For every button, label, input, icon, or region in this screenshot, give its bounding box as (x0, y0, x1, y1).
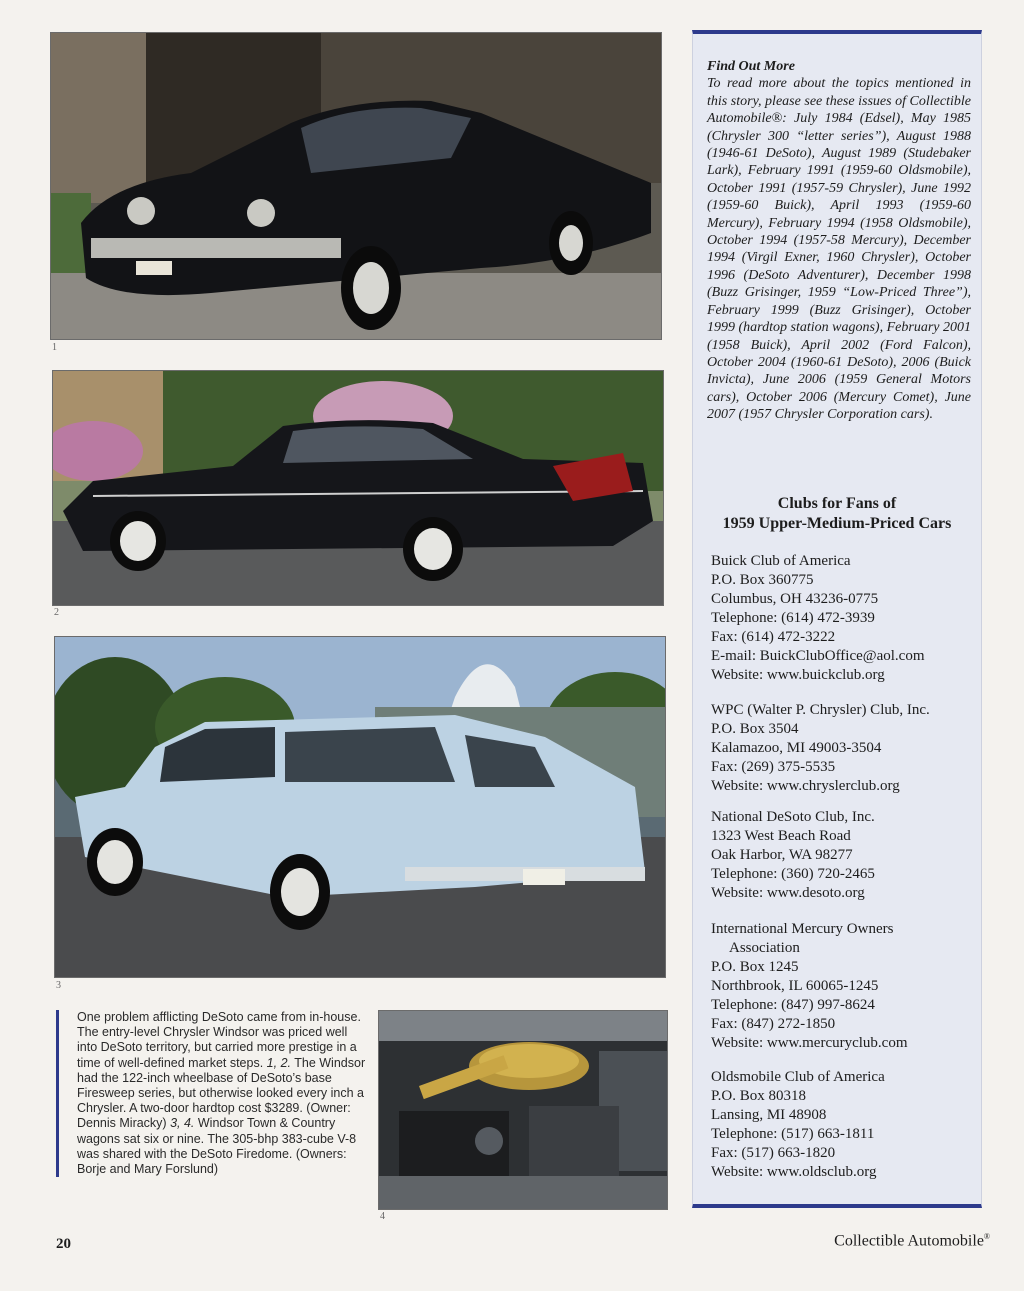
photo-caption (56, 1010, 367, 1177)
club-website: Website: www.buickclub.org (711, 667, 885, 683)
club-address: 1323 West Beach Road (711, 828, 851, 844)
club-fax: Fax: (269) 375-5535 (711, 759, 836, 775)
club-name: International Mercury Owners (711, 921, 894, 937)
sidebar-box (692, 30, 982, 1208)
club-telephone: Telephone: (847) 997-8624 (711, 997, 875, 1013)
club-website: Website: www.oldsclub.org (711, 1164, 877, 1180)
photo-2-black-hardtop-side (52, 370, 664, 606)
caption-text-1: One problem afflicting DeSoto came from in-house. The entry-level Chrysler Windsor was priced well into DeSoto territory, but carried more prestige in a time of well-defined market steps. (77, 1010, 361, 1070)
photo-1-black-hardtop-front (50, 32, 662, 340)
registered-mark: ® (983, 1232, 990, 1241)
club-email: E-mail: BuickClubOffice@aol.com (711, 648, 925, 664)
club-city: Kalamazoo, MI 49003-3504 (711, 740, 882, 756)
club-entry-desoto (711, 808, 979, 903)
page-number: 20 (56, 1236, 71, 1252)
club-city: Northbrook, IL 60065-1245 (711, 978, 879, 994)
club-address: P.O. Box 3504 (711, 721, 799, 737)
club-telephone: Telephone: (614) 472-3939 (711, 610, 875, 626)
club-fax: Fax: (847) 272-1850 (711, 1016, 836, 1032)
club-entry-mercury (711, 920, 979, 1053)
club-entry-buick (711, 552, 979, 685)
club-name: National DeSoto Club, Inc. (711, 809, 875, 825)
club-address: P.O. Box 80318 (711, 1088, 807, 1104)
publication-name (834, 1232, 990, 1250)
club-entry-wpc (711, 701, 979, 796)
photo-4-engine-bay (378, 1010, 668, 1210)
club-entry-oldsmobile (711, 1068, 979, 1182)
club-city: Oak Harbor, WA 98277 (711, 847, 853, 863)
caption-figure-ref-1: 1, 2. (266, 1055, 291, 1070)
club-website: Website: www.desoto.org (711, 885, 865, 901)
club-city: Lansing, MI 48908 (711, 1107, 827, 1123)
photo-3-blue-station-wagon (54, 636, 666, 978)
figure-number-3: 3 (56, 980, 61, 991)
clubs-heading (693, 494, 981, 534)
caption-text-2: The Windsor had the 122-inch wheelbase of DeSoto’s base Firesweep series, but otherwise looked every inch a Chrysler. A two-door hardtop cost $3289. (Owner: Dennis Miracky) (77, 1055, 366, 1131)
clubs-heading-line-1: Clubs for Fans of (777, 495, 897, 512)
find-out-more (707, 58, 971, 424)
find-out-more-body: To read more about the topics mentioned in this story, please see these issues of Collectible Automobile®: July 1984 (Edsel), May 1985 (Chrysler 300 “letter series”), August 1988 (1946-61 DeSoto), August 1989 (Studebaker Lark), February 1991 (1959-60 Oldsmobile), October 1991 (1957-59 Chrysler), June 1992 (1959-60 Buick), April 1993 (1959-60 Mercury), February 1994 (1958 Oldsmobile), October 1994 (1957-58 Mercury), December 1994 (Virgil Exner, 1960 Chrysler), October 1996 (DeSoto Adventurer), December 1998 (Buzz Grisinger, 1959 “Low-Priced Three”), February 1999 (Buzz Grisinger), October 1999 (hardtop station wagons), February 2001 (1958 Buick), April 2002 (Ford Falcon), October 2004 (1960-61 DeSoto), 2006 (Buick Invicta), June 2006 (1959 General Motors cars), October 2006 (Mercury Comet), June 2007 (1957 Chrysler Corporation cars). (707, 76, 971, 423)
club-website: Website: www.chryslerclub.org (711, 778, 900, 794)
club-name: Buick Club of America (711, 553, 851, 569)
publication-title: Collectible Automobile (834, 1232, 984, 1250)
club-fax: Fax: (614) 472-3222 (711, 629, 836, 645)
caption-text-3: Windsor Town & Country wagons sat six or nine. The 305-bhp 383-cube V-8 was shared with the DeSoto Firedome. (Owners: Borje and Mary Forslund) (77, 1116, 357, 1177)
find-out-more-title: Find Out More (707, 59, 795, 74)
club-name-continued: Association (729, 940, 800, 956)
club-telephone: Telephone: (517) 663-1811 (711, 1126, 875, 1142)
club-fax: Fax: (517) 663-1820 (711, 1145, 836, 1161)
figure-number-4: 4 (380, 1211, 385, 1222)
club-website: Website: www.mercuryclub.com (711, 1035, 908, 1051)
club-name: WPC (Walter P. Chrysler) Club, Inc. (711, 702, 930, 718)
club-address: P.O. Box 1245 (711, 959, 799, 975)
clubs-heading-line-2: 1959 Upper-Medium-Priced Cars (722, 515, 952, 532)
club-telephone: Telephone: (360) 720-2465 (711, 866, 875, 882)
caption-figure-ref-2: 3, 4. (170, 1116, 195, 1131)
figure-number-2: 2 (54, 607, 59, 618)
club-city: Columbus, OH 43236-0775 (711, 591, 879, 607)
club-address: P.O. Box 360775 (711, 572, 814, 588)
club-name: Oldsmobile Club of America (711, 1069, 885, 1085)
figure-number-1: 1 (52, 342, 57, 353)
